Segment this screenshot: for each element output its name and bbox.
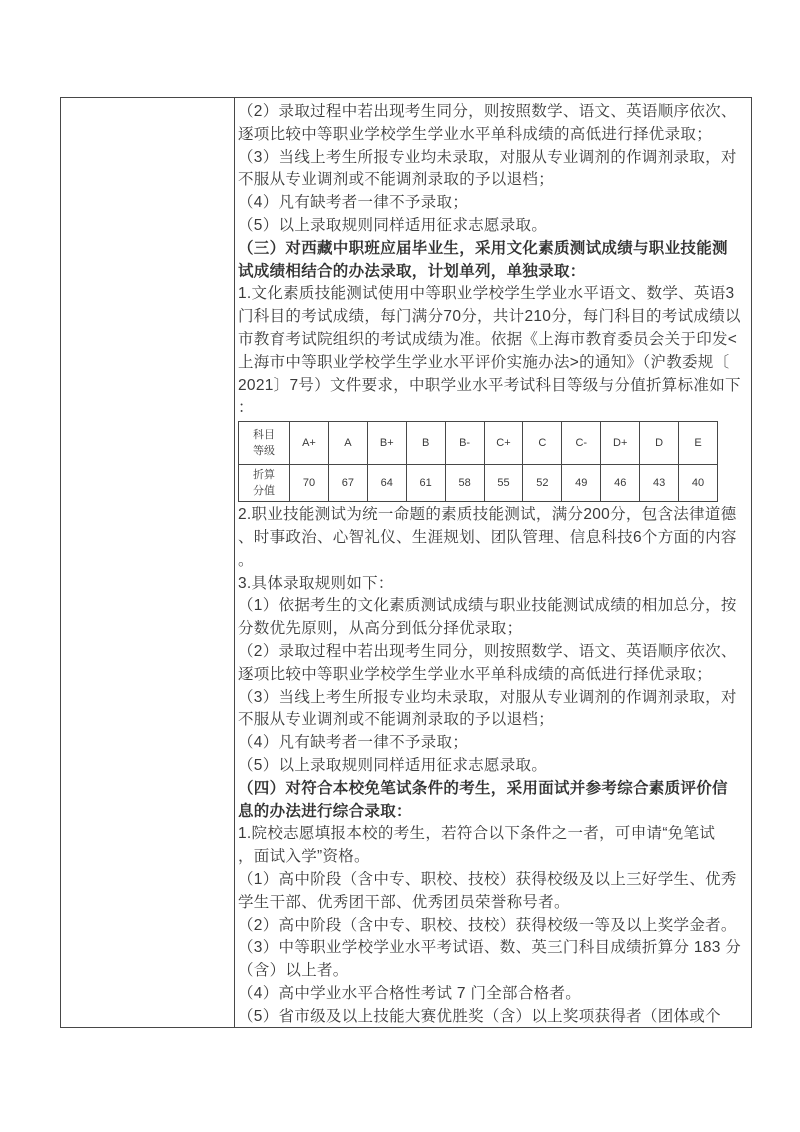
- grade-cell: B+: [367, 422, 406, 465]
- section-heading-3: 试成绩相结合的办法录取，计划单列，单独录取：: [238, 262, 586, 280]
- grade-cell: A+: [290, 422, 329, 465]
- section-heading-4: （四）对符合本校免笔试条件的考生，采用面试并参考综合素质评价信: [238, 779, 728, 797]
- section-heading-4: 息的办法进行综合录取：: [238, 802, 412, 820]
- text-line: 2021〕7号）文件要求，中职学业水平考试科目等级与分值折算标准如下: [238, 376, 741, 394]
- value-cell: 43: [640, 465, 679, 502]
- text-line: （1）依据考生的文化素质测试成绩与职业技能测试成绩的相加总分，按: [238, 597, 737, 615]
- text-line: 逐项比较中等职业学校学生学业水平单科成绩的高低进行择优录取；: [238, 665, 713, 683]
- outer-table: [60, 97, 752, 1028]
- grade-cell: E: [679, 422, 718, 465]
- grade-row-label-line1: 科目: [253, 429, 275, 442]
- text-line: ，面试入学”资格。: [238, 848, 370, 866]
- value-cell: 58: [445, 465, 484, 502]
- text-line: （4）凡有缺考者一律不予录取；: [238, 194, 469, 212]
- text-line: 不服从专业调剂或不能调剂录取的予以退档；: [238, 711, 555, 729]
- text-line: 上海市中等职业学校学生学业水平评价实施办法>的通知》（沪教委规〔: [238, 353, 730, 371]
- text-line: 3.具体录取规则如下：: [238, 574, 394, 592]
- section-heading-3: （三）对西藏中职班应届毕业生，采用文化素质测试成绩与职业技能测: [238, 239, 728, 257]
- value-cell: 70: [290, 465, 329, 502]
- text-line: 分数优先原则，从高分到低分择优录取；: [238, 620, 523, 638]
- content-cell: [235, 98, 751, 1027]
- value-cell: 40: [679, 465, 718, 502]
- grade-cell: B-: [445, 422, 484, 465]
- value-row-label-line2: 分值: [253, 485, 275, 498]
- text-line: 学生干部、优秀团干部、优秀团员荣誉称号者。: [238, 893, 570, 911]
- value-cell: 55: [484, 465, 523, 502]
- value-cell: 64: [367, 465, 406, 502]
- text-line: ：: [238, 399, 254, 417]
- text-line: （4）凡有缺考者一律不予录取；: [238, 734, 469, 752]
- value-row-label: [239, 465, 290, 502]
- grade-cell: C+: [484, 422, 523, 465]
- text-line: 市教育考试院组织的考试成绩为准。依据《上海市教育委员会关于印发<: [238, 330, 738, 348]
- grade-conversion-table: [238, 421, 718, 502]
- text-line: 逐项比较中等职业学校学生学业水平单科成绩的高低进行择优录取；: [238, 125, 713, 143]
- value-row-label-line1: 折算: [253, 469, 275, 482]
- text-line: （2）高中阶段（含中专、职校、技校）获得校级一等及以上奖学金者。: [238, 916, 737, 934]
- text-line: （5）省市级及以上技能大赛优胜奖（含）以上奖项获得者（团体或个: [238, 1007, 721, 1025]
- grade-cell: A: [328, 422, 367, 465]
- value-cell: 61: [406, 465, 445, 502]
- text-line: （1）高中阶段（含中专、职校、技校）获得校级及以上三好学生、优秀: [238, 870, 737, 888]
- text-line: 不服从专业调剂或不能调剂录取的予以退档；: [238, 171, 555, 189]
- text-line: 2.职业技能测试为统一命题的素质技能测试，满分200分，包含法律道德: [238, 506, 737, 524]
- text-line: （5）以上录取规则同样适用征求志愿录取。: [238, 756, 548, 774]
- text-line: 1.院校志愿填报本校的考生，若符合以下条件之一者，可申请“免笔试: [238, 825, 716, 843]
- value-cell: 52: [523, 465, 562, 502]
- grade-header-row: [239, 422, 718, 465]
- value-cell: 46: [601, 465, 640, 502]
- grade-cell: D: [640, 422, 679, 465]
- grade-cell: C: [523, 422, 562, 465]
- value-row: [239, 465, 718, 502]
- value-cell: 49: [562, 465, 601, 502]
- text-line: 1.文化素质技能测试使用中等职业学校学生学业水平语文、数学、英语3: [238, 285, 735, 303]
- value-cell: 67: [328, 465, 367, 502]
- grade-row-label-line2: 等级: [253, 445, 275, 458]
- text-line: 、时事政治、心智礼仪、生涯规划、团队管理、信息科技6个方面的内容: [238, 528, 737, 546]
- text-line: （含）以上者。: [238, 962, 349, 980]
- text-line: （2）录取过程中若出现考生同分，则按照数学、语文、英语顺序依次、: [238, 103, 737, 120]
- grade-cell: D+: [601, 422, 640, 465]
- text-line: （3）中等职业学校学业水平考试语、数、英三门科目成绩折算分 183 分: [238, 939, 742, 957]
- text-line: （3）当线上考生所报专业均未录取，对服从专业调剂的作调剂录取，对: [238, 688, 737, 706]
- grade-cell: B: [406, 422, 445, 465]
- grade-row-label: [239, 422, 290, 465]
- text-line: （4）高中学业水平合格性考试 7 门全部合格者。: [238, 984, 582, 1002]
- text-line: （3）当线上考生所报专业均未录取，对服从专业调剂的作调剂录取，对: [238, 148, 737, 166]
- text-line: （2）录取过程中若出现考生同分，则按照数学、语文、英语顺序依次、: [238, 642, 737, 660]
- left-empty-cell: [61, 98, 235, 1027]
- text-line: 。: [238, 551, 254, 569]
- text-line: （5）以上录取规则同样适用征求志愿录取。: [238, 216, 548, 234]
- grade-cell: C-: [562, 422, 601, 465]
- text-line: 门科目的考试成绩，每门满分70分，共计210分，每门科目的考试成绩以: [238, 308, 741, 326]
